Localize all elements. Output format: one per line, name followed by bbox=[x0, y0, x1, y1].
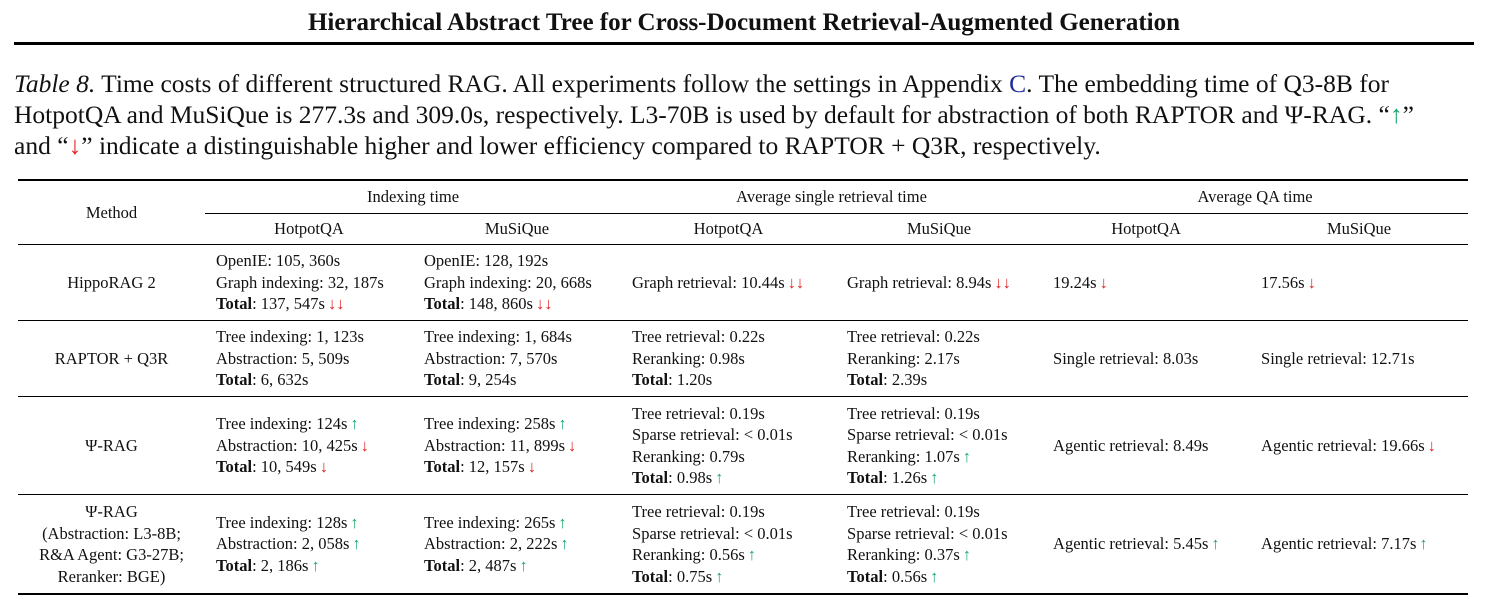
caption-label: Table 8. bbox=[14, 69, 96, 98]
time-entry: Total: 137, 547s ↓↓ bbox=[216, 294, 345, 314]
entry-label: Abstraction bbox=[216, 534, 293, 554]
time-entry: Tree indexing: 1, 684s bbox=[424, 327, 572, 347]
caption-line-2 bbox=[14, 99, 1476, 130]
time-cell bbox=[1250, 397, 1468, 495]
table-body bbox=[18, 245, 1468, 595]
time-cell bbox=[413, 397, 621, 495]
entry-value: 0.75s bbox=[676, 566, 713, 586]
caption-line-1 bbox=[14, 68, 1476, 99]
entry-label: Reranking bbox=[632, 446, 701, 466]
time-entry: Tree indexing: 265s ↑ bbox=[424, 512, 567, 532]
time-entry: Agentic retrieval: 5.45s ↑ bbox=[1053, 534, 1220, 554]
entry-value: 2.39s bbox=[891, 370, 928, 390]
time-entry: Total: 0.98s ↑ bbox=[632, 468, 724, 487]
entry-label: Sparse retrieval bbox=[847, 523, 951, 543]
method-name: Ψ-RAG bbox=[85, 502, 138, 521]
caption-line-3 bbox=[14, 130, 1476, 161]
entry-value: 0.56s bbox=[891, 566, 928, 586]
entry-value: 10.44s bbox=[741, 272, 785, 292]
down-arrow-icon: ↓↓ bbox=[994, 272, 1011, 292]
caption-text: and “ bbox=[14, 131, 69, 160]
time-entry: Reranking: 2.17s bbox=[847, 348, 960, 368]
column-header-dataset: MuSiQue bbox=[906, 219, 972, 238]
column-header-dataset: HotpotQA bbox=[693, 219, 764, 238]
time-entry: Total: 148, 860s ↓↓ bbox=[424, 294, 553, 314]
entry-label: Sparse retrieval bbox=[632, 425, 736, 444]
time-entry: Tree retrieval: 0.19s bbox=[632, 502, 765, 521]
method-name: (Abstraction: L3-8B; bbox=[42, 523, 181, 543]
entry-value: 32, 187s bbox=[327, 272, 384, 292]
up-arrow-icon: ↑ bbox=[747, 545, 757, 564]
entry-label: Abstraction bbox=[424, 435, 501, 455]
time-entry: Total: 0.56s ↑ bbox=[847, 566, 939, 586]
entry-label: Reranking bbox=[632, 545, 701, 564]
column-header-dataset: MuSiQue bbox=[1326, 219, 1392, 238]
time-entry: Reranking: 0.37s ↑ bbox=[847, 545, 972, 564]
entry-label: Total bbox=[424, 294, 461, 314]
time-entry: Tree retrieval: 0.19s bbox=[847, 403, 980, 423]
method-cell bbox=[18, 397, 205, 495]
method-cell bbox=[18, 495, 205, 595]
up-arrow-icon: ↑ bbox=[311, 555, 320, 575]
entry-label: Tree indexing bbox=[424, 414, 516, 434]
up-arrow-icon: ↑ bbox=[1419, 534, 1428, 554]
header-row-datasets bbox=[18, 214, 1468, 245]
entry-label: Total bbox=[632, 370, 669, 390]
entry-label: Reranking bbox=[847, 545, 916, 564]
method-cell bbox=[18, 321, 205, 397]
caption-text: ” indicate a distinguishable higher and lower efficiency compared to RAPTOR + Q3R, respectively. bbox=[81, 131, 1101, 160]
time-entry: Abstraction: 10, 425s ↓ bbox=[216, 435, 369, 455]
up-arrow-icon: ↑ bbox=[715, 468, 724, 487]
caption-text: Time costs of different structured RAG. All experiments follow the settings in Appendix bbox=[95, 69, 1010, 98]
entry-value: 17.56s bbox=[1261, 272, 1305, 292]
time-entry: OpenIE: 128, 192s bbox=[424, 251, 549, 271]
time-cell bbox=[1250, 495, 1468, 595]
time-entry: Single retrieval: 12.71s bbox=[1261, 348, 1415, 368]
entry-label: Abstraction bbox=[424, 348, 501, 368]
entry-label: Total bbox=[424, 370, 461, 390]
entry-value: 128, 192s bbox=[484, 251, 549, 271]
up-arrow-icon: ↑ bbox=[1211, 534, 1220, 554]
time-entry: Tree retrieval: 0.19s bbox=[847, 502, 980, 521]
entry-label: Total bbox=[632, 468, 669, 487]
time-cell bbox=[621, 245, 836, 321]
entry-value: 0.19s bbox=[729, 502, 765, 521]
entry-value: 1, 684s bbox=[524, 327, 572, 347]
time-entry: Sparse retrieval: < 0.01s bbox=[632, 523, 793, 543]
entry-value: 128s bbox=[316, 512, 348, 532]
running-title: Hierarchical Abstract Tree for Cross-Document Retrieval-Augmented Generation bbox=[307, 9, 1181, 36]
column-header-method: Method bbox=[18, 180, 205, 245]
header-row-groups bbox=[18, 180, 1468, 214]
entry-value: 8.49s bbox=[1173, 435, 1209, 455]
entry-label: Tree retrieval bbox=[847, 327, 936, 347]
entry-value: 7.17s bbox=[1381, 534, 1417, 554]
time-cell bbox=[413, 245, 621, 321]
up-arrow-icon: ↑ bbox=[558, 512, 567, 532]
time-cell bbox=[1250, 245, 1468, 321]
time-entry: Reranking: 0.56s ↑ bbox=[632, 545, 757, 564]
entry-value: 5.45s bbox=[1173, 534, 1209, 554]
entry-value: 8.03s bbox=[1163, 348, 1199, 368]
time-cell bbox=[413, 495, 621, 595]
time-cell bbox=[621, 397, 836, 495]
entry-label: Single retrieval bbox=[1053, 348, 1155, 368]
entry-value: 0.98s bbox=[709, 348, 745, 368]
method-name: Ψ-RAG bbox=[85, 435, 138, 455]
time-entry: Total: 2, 487s ↑ bbox=[424, 555, 528, 575]
down-arrow-icon: ↓↓ bbox=[327, 294, 345, 314]
time-entry bbox=[1261, 272, 1468, 294]
down-arrow-icon: ↓ bbox=[527, 457, 536, 477]
entry-label: OpenIE bbox=[216, 251, 268, 271]
up-arrow-icon: ↑ bbox=[350, 512, 359, 532]
time-entry: Reranking: 0.98s bbox=[632, 348, 745, 368]
entry-label: Single retrieval bbox=[1261, 348, 1363, 368]
table-row bbox=[18, 321, 1468, 397]
time-entry: Reranking: 0.79s bbox=[632, 446, 745, 466]
entry-label: Tree indexing bbox=[216, 327, 308, 347]
down-arrow-icon: ↓ bbox=[360, 435, 369, 455]
time-entry: Tree indexing: 124s ↑ bbox=[216, 414, 359, 434]
entry-value: 10, 425s bbox=[301, 435, 358, 455]
appendix-link[interactable]: C bbox=[1009, 69, 1027, 98]
entry-value: 9, 254s bbox=[468, 370, 517, 390]
entry-label: Total bbox=[216, 294, 253, 314]
time-entry: Total: 10, 549s ↓ bbox=[216, 457, 328, 477]
time-entry: Agentic retrieval: 19.66s ↓ bbox=[1261, 435, 1436, 455]
table-caption bbox=[14, 68, 1476, 161]
up-arrow-icon: ↑ bbox=[962, 446, 972, 466]
entry-value: 6, 632s bbox=[260, 370, 309, 390]
down-arrow-icon: ↓↓ bbox=[535, 294, 553, 314]
entry-value: 8.94s bbox=[956, 272, 992, 292]
entry-label: Tree retrieval bbox=[632, 327, 721, 347]
entry-value: 0.19s bbox=[944, 502, 980, 521]
time-entry: Abstraction: 2, 222s ↑ bbox=[424, 534, 569, 554]
time-entry: Total: 2, 186s ↑ bbox=[216, 555, 320, 575]
column-header-dataset: HotpotQA bbox=[1111, 219, 1181, 238]
time-cell bbox=[836, 495, 1042, 595]
entry-label: Total bbox=[216, 457, 253, 477]
time-cell bbox=[205, 397, 413, 495]
time-cell bbox=[205, 495, 413, 595]
time-entry: Graph retrieval: 8.94s ↓↓ bbox=[847, 272, 1011, 292]
time-entry: Tree retrieval: 0.22s bbox=[847, 327, 980, 347]
entry-value: 0.37s bbox=[924, 545, 960, 564]
entry-value: 1.26s bbox=[891, 468, 928, 487]
entry-label: Graph indexing bbox=[424, 272, 528, 292]
method-name: R&A Agent: G3-27B; bbox=[39, 545, 184, 564]
entry-label: Total bbox=[424, 555, 461, 575]
time-entry: Tree indexing: 128s ↑ bbox=[216, 512, 359, 532]
entry-value: 2, 487s bbox=[468, 555, 517, 575]
time-entry: Reranking: 1.07s ↑ bbox=[847, 446, 972, 466]
up-arrow-icon: ↑ bbox=[1389, 100, 1403, 129]
time-cell bbox=[621, 495, 836, 595]
entry-label: Total bbox=[216, 555, 253, 575]
time-entry: Total: 1.20s bbox=[632, 370, 713, 390]
entry-label: Agentic retrieval bbox=[1053, 435, 1165, 455]
time-entry: Agentic retrieval: 8.49s bbox=[1053, 435, 1209, 455]
entry-value: 5, 509s bbox=[301, 348, 350, 368]
entry-value: < 0.01s bbox=[958, 523, 1008, 543]
time-cell bbox=[1042, 397, 1250, 495]
entry-value: 0.79s bbox=[709, 446, 745, 466]
entry-value: 124s bbox=[316, 414, 348, 434]
time-cell bbox=[205, 321, 413, 397]
time-cell bbox=[621, 321, 836, 397]
entry-label: Abstraction bbox=[216, 348, 293, 368]
time-entry: Abstraction: 11, 899s ↓ bbox=[424, 435, 577, 455]
entry-value: 20, 668s bbox=[535, 272, 592, 292]
time-entry: OpenIE: 105, 360s bbox=[216, 251, 341, 271]
entry-label: Tree indexing bbox=[424, 327, 516, 347]
entry-label: Total bbox=[216, 370, 253, 390]
entry-label: Sparse retrieval bbox=[847, 425, 951, 444]
column-header-dataset: HotpotQA bbox=[274, 219, 344, 238]
caption-text: . The embedding time of Q3-8B for bbox=[1026, 69, 1389, 98]
entry-value: 258s bbox=[524, 414, 556, 434]
time-entry: Total: 0.75s ↑ bbox=[632, 566, 724, 586]
time-entry: Abstraction: 7, 570s bbox=[424, 348, 558, 368]
entry-label: Tree indexing bbox=[216, 512, 308, 532]
time-entry: Abstraction: 5, 509s bbox=[216, 348, 350, 368]
entry-label: Total bbox=[847, 566, 884, 586]
time-cell bbox=[1042, 245, 1250, 321]
entry-label: Total bbox=[632, 566, 669, 586]
down-arrow-icon: ↓ bbox=[1307, 272, 1316, 292]
entry-label: Abstraction bbox=[216, 435, 293, 455]
time-entry: Tree retrieval: 0.22s bbox=[632, 327, 765, 347]
time-entry: Total: 2.39s bbox=[847, 370, 928, 390]
entry-value: 2.17s bbox=[924, 348, 960, 368]
entry-value: 1.07s bbox=[924, 446, 960, 466]
time-entry: Tree indexing: 1, 123s bbox=[216, 327, 364, 347]
up-arrow-icon: ↑ bbox=[519, 555, 528, 575]
time-entry: Single retrieval: 8.03s bbox=[1053, 348, 1199, 368]
entry-value: 2, 186s bbox=[260, 555, 309, 575]
time-entry: Graph retrieval: 10.44s ↓↓ bbox=[632, 272, 805, 292]
method-name: HippoRAG 2 bbox=[67, 272, 156, 292]
entry-value: 10, 549s bbox=[260, 457, 317, 477]
time-cell bbox=[836, 321, 1042, 397]
entry-value: 0.19s bbox=[729, 403, 765, 423]
down-arrow-icon: ↓ bbox=[319, 457, 328, 477]
time-entry: Sparse retrieval: < 0.01s bbox=[847, 425, 1008, 444]
time-cell bbox=[836, 245, 1042, 321]
entry-label: Reranking bbox=[847, 348, 916, 368]
entry-value: 148, 860s bbox=[468, 294, 533, 314]
entry-label: Agentic retrieval bbox=[1261, 534, 1373, 554]
entry-label: Graph retrieval bbox=[632, 272, 733, 292]
entry-label: Total bbox=[847, 468, 884, 487]
column-header-dataset: MuSiQue bbox=[484, 219, 550, 238]
caption-text: ” bbox=[1402, 100, 1414, 129]
method-name: RAPTOR + Q3R bbox=[54, 348, 169, 368]
time-entry: Sparse retrieval: < 0.01s bbox=[632, 425, 793, 444]
entry-value: 0.19s bbox=[944, 403, 980, 423]
table-row bbox=[18, 495, 1468, 595]
up-arrow-icon: ↑ bbox=[930, 468, 939, 487]
time-cell bbox=[413, 321, 621, 397]
entry-value: 7, 570s bbox=[509, 348, 558, 368]
entry-value: 12, 157s bbox=[468, 457, 525, 477]
entry-label: Tree retrieval bbox=[847, 502, 936, 521]
entry-value: 2, 222s bbox=[509, 534, 558, 554]
group-header-indexing: Indexing time bbox=[205, 180, 621, 214]
time-cost-table bbox=[18, 179, 1468, 595]
entry-value: < 0.01s bbox=[958, 425, 1008, 444]
entry-value: 137, 547s bbox=[260, 294, 325, 314]
down-arrow-icon: ↓ bbox=[68, 131, 82, 160]
entry-label: Tree indexing bbox=[424, 512, 516, 532]
entry-value: 19.24s bbox=[1053, 272, 1097, 292]
entry-value: 265s bbox=[524, 512, 556, 532]
entry-label: Total bbox=[424, 457, 461, 477]
down-arrow-icon: ↓ bbox=[1099, 272, 1108, 292]
entry-value: 105, 360s bbox=[276, 251, 341, 271]
entry-label: Agentic retrieval bbox=[1053, 534, 1165, 554]
up-arrow-icon: ↑ bbox=[930, 566, 939, 586]
up-arrow-icon: ↑ bbox=[352, 534, 361, 554]
entry-value: 0.56s bbox=[709, 545, 745, 564]
entry-value: 11, 899s bbox=[509, 435, 566, 455]
group-header-retrieval: Average single retrieval time bbox=[621, 180, 1042, 214]
entry-value: < 0.01s bbox=[743, 425, 793, 444]
entry-value: 1, 123s bbox=[316, 327, 364, 347]
up-arrow-icon: ↑ bbox=[558, 414, 567, 434]
entry-label: Tree retrieval bbox=[847, 403, 936, 423]
entry-label: Graph retrieval bbox=[847, 272, 948, 292]
entry-label: Reranking bbox=[632, 348, 701, 368]
down-arrow-icon: ↓↓ bbox=[787, 272, 805, 292]
entry-label: Agentic retrieval bbox=[1261, 435, 1373, 455]
time-entry: Tree retrieval: 0.19s bbox=[632, 403, 765, 423]
time-cell bbox=[1250, 321, 1468, 397]
time-entry: Sparse retrieval: < 0.01s bbox=[847, 523, 1008, 543]
caption-text: HotpotQA and MuSiQue is 277.3s and 309.0s, respectively. L3-70B is used by default for abstraction of both RAPTOR and Ψ-RAG. “ bbox=[14, 100, 1390, 129]
entry-label: Graph indexing bbox=[216, 272, 320, 292]
entry-value: 0.22s bbox=[729, 327, 765, 347]
time-entry: Agentic retrieval: 7.17s ↑ bbox=[1261, 534, 1428, 554]
time-entry bbox=[1053, 272, 1250, 294]
entry-label: Tree retrieval bbox=[632, 502, 721, 521]
entry-label: Sparse retrieval bbox=[632, 523, 736, 543]
entry-label: Tree indexing bbox=[216, 414, 308, 434]
entry-label: Reranking bbox=[847, 446, 916, 466]
time-entry: Graph indexing: 20, 668s bbox=[424, 272, 592, 292]
method-name: Reranker: BGE) bbox=[57, 566, 166, 586]
entry-label: Abstraction bbox=[424, 534, 501, 554]
time-cell bbox=[1042, 321, 1250, 397]
entry-value: 19.66s bbox=[1381, 435, 1425, 455]
entry-value: 0.22s bbox=[944, 327, 980, 347]
entry-label: Total bbox=[847, 370, 884, 390]
entry-value: 1.20s bbox=[676, 370, 713, 390]
header-rule bbox=[14, 42, 1474, 45]
time-entry: Graph indexing: 32, 187s bbox=[216, 272, 384, 292]
entry-label: Tree retrieval bbox=[632, 403, 721, 423]
time-cell bbox=[205, 245, 413, 321]
down-arrow-icon: ↓ bbox=[1427, 435, 1436, 455]
time-entry: Total: 1.26s ↑ bbox=[847, 468, 939, 487]
time-entry: Total: 9, 254s bbox=[424, 370, 517, 390]
up-arrow-icon: ↑ bbox=[560, 534, 569, 554]
table-row bbox=[18, 245, 1468, 321]
table-row bbox=[18, 397, 1468, 495]
time-entry: Total: 6, 632s bbox=[216, 370, 309, 390]
up-arrow-icon: ↑ bbox=[715, 566, 724, 586]
entry-value: 2, 058s bbox=[301, 534, 350, 554]
up-arrow-icon: ↑ bbox=[350, 414, 359, 434]
entry-value: 0.98s bbox=[676, 468, 713, 487]
method-cell bbox=[18, 245, 205, 321]
down-arrow-icon: ↓ bbox=[568, 435, 577, 455]
entry-label: OpenIE bbox=[424, 251, 476, 271]
time-entry: Total: 12, 157s ↓ bbox=[424, 457, 536, 477]
group-header-qa: Average QA time bbox=[1042, 180, 1468, 214]
up-arrow-icon: ↑ bbox=[962, 545, 972, 564]
entry-value: < 0.01s bbox=[743, 523, 793, 543]
time-cell bbox=[836, 397, 1042, 495]
entry-value: 12.71s bbox=[1371, 348, 1415, 368]
time-entry: Tree indexing: 258s ↑ bbox=[424, 414, 567, 434]
time-cell bbox=[1042, 495, 1250, 595]
time-entry: Abstraction: 2, 058s ↑ bbox=[216, 534, 361, 554]
